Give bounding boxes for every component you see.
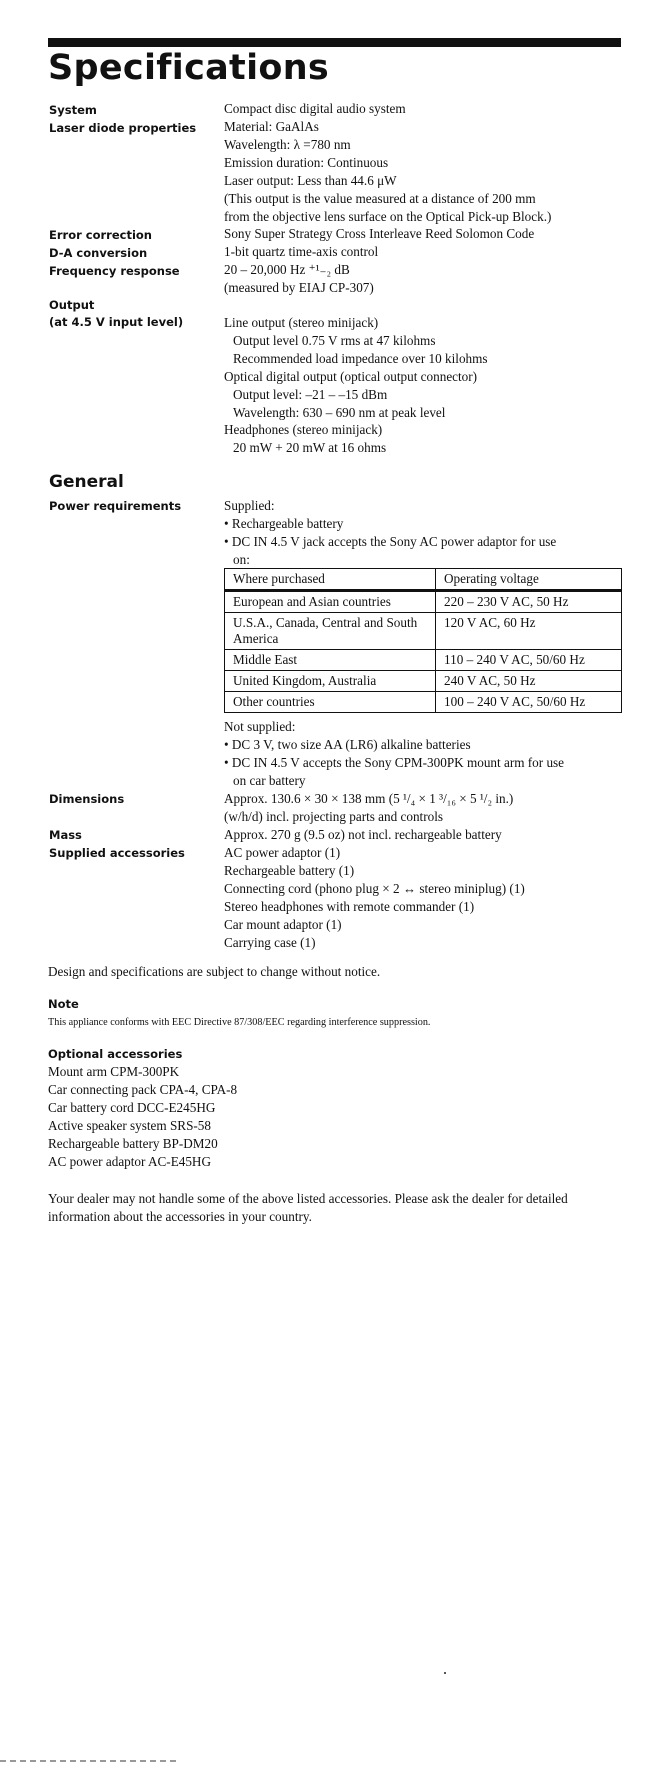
table-row: [225, 671, 622, 692]
output-line: Headphones (stereo minijack): [224, 422, 383, 438]
error-correction-value: Sony Super Strategy Cross Interleave Reed Solomon Code: [224, 226, 535, 241]
laser-properties: [224, 118, 551, 225]
mass-value: Approx. 270 g (9.5 oz) not incl. rechargeable battery: [224, 827, 502, 842]
accessories-label: Supplied accessories: [49, 846, 185, 860]
table-cell: United Kingdom, Australia: [225, 671, 436, 692]
power-supplied: [224, 497, 556, 569]
table-header: Where purchased: [225, 569, 436, 591]
not-supplied-item: on car battery: [233, 772, 306, 788]
laser-line: Material: GaAlAs: [224, 119, 319, 134]
page-title: Specifications: [48, 48, 330, 88]
optional-item: Active speaker system SRS-58: [48, 1117, 211, 1133]
voltage-table: [224, 568, 622, 713]
supplied-item: • Rechargeable battery: [224, 515, 344, 531]
supplied-item: on:: [233, 551, 250, 567]
power-label: Power requirements: [49, 499, 182, 513]
accessories-list: [224, 844, 525, 951]
laser-line: Wavelength: λ =780 nm: [224, 136, 351, 152]
design-notice: Design and specifications are subject to change without notice.: [48, 964, 381, 979]
system-label: System: [49, 103, 97, 117]
supplied-heading: Supplied:: [224, 498, 275, 513]
table-row: [225, 692, 622, 713]
dimensions-value: [224, 790, 513, 826]
frequency-label: Frequency response: [49, 264, 180, 278]
output-line: Wavelength: 630 – 690 nm at peak level: [233, 404, 446, 420]
table-cell: European and Asian countries: [225, 591, 436, 613]
optional-item: Mount arm CPM-300PK: [48, 1064, 180, 1079]
table-cell: 110 – 240 V AC, 50/60 Hz: [436, 650, 622, 671]
laser-line: Emission duration: Continuous: [224, 154, 389, 170]
optional-item: AC power adaptor AC-E45HG: [48, 1153, 211, 1169]
output-line: Recommended load impedance over 10 kilohms: [233, 350, 488, 366]
table-cell: Middle East: [225, 650, 436, 671]
note-text: This appliance conforms with EEC Directive 87/308/EEC regarding interference suppression.: [48, 1017, 431, 1028]
output-line: 20 mW + 20 mW at 16 ohms: [233, 440, 387, 456]
table-header-row: [225, 569, 622, 591]
accessory-item: Rechargeable battery (1): [224, 862, 355, 878]
general-heading: General: [49, 472, 124, 492]
output-line: Optical digital output (optical output connector): [224, 368, 478, 384]
laser-line: (This output is the value measured at a distance of 200 mm: [224, 190, 536, 206]
system-value: Compact disc digital audio system: [224, 101, 406, 116]
table-cell: Other countries: [225, 692, 436, 713]
output-line: Output level 0.75 V rms at 47 kilohms: [233, 332, 436, 348]
da-conversion-value: 1-bit quartz time-axis control: [224, 244, 379, 259]
optional-item: Rechargeable battery BP-DM20: [48, 1135, 218, 1151]
output-sublabel: (at 4.5 V input level): [49, 315, 184, 329]
optional-item: Car battery cord DCC-E245HG: [48, 1099, 216, 1115]
supplied-item: • DC IN 4.5 V jack accepts the Sony AC power adaptor for use: [224, 533, 557, 549]
table-header: Operating voltage: [436, 569, 622, 591]
output-line: Line output (stereo minijack): [224, 315, 379, 330]
scan-edge: [0, 1760, 180, 1762]
accessory-item: Car mount adaptor (1): [224, 916, 342, 932]
table-row: [225, 613, 622, 650]
dimensions-line: Approx. 130.6 × 30 × 138 mm (5 ¹/₄ × 1 ³/₁₆ × 5 ¹/₂ in.): [224, 791, 514, 806]
table-cell: U.S.A., Canada, Central and South America: [225, 613, 436, 650]
output-label: Output: [49, 298, 95, 312]
output-line: Output level: –21 – –15 dBm: [233, 386, 388, 402]
not-supplied-heading: Not supplied:: [224, 719, 296, 734]
optional-heading: Optional accessories: [48, 1047, 183, 1061]
accessory-item: AC power adaptor (1): [224, 845, 341, 860]
not-supplied-item: • DC IN 4.5 V accepts the Sony CPM-300PK mount arm for use: [224, 754, 565, 770]
table-cell: 100 – 240 V AC, 50/60 Hz: [436, 692, 622, 713]
laser-line: Laser output: Less than 44.6 μW: [224, 172, 397, 188]
table-row: [225, 650, 622, 671]
table-cell: 220 – 230 V AC, 50 Hz: [436, 591, 622, 613]
dimensions-label: Dimensions: [49, 792, 125, 806]
table-row: [225, 591, 622, 613]
power-not-supplied: [224, 718, 564, 790]
error-correction-label: Error correction: [49, 228, 152, 242]
scan-speck: [444, 1672, 446, 1674]
da-conversion-label: D-A conversion: [49, 246, 148, 260]
optional-item: Car connecting pack CPA-4, CPA-8: [48, 1081, 238, 1097]
output-values: [224, 314, 488, 457]
optional-list: [48, 1063, 237, 1170]
mass-label: Mass: [49, 828, 82, 842]
note-heading: Note: [48, 997, 79, 1011]
not-supplied-item: • DC 3 V, two size AA (LR6) alkaline batteries: [224, 736, 471, 752]
table-cell: 240 V AC, 50 Hz: [436, 671, 622, 692]
frequency-value: [224, 261, 374, 297]
accessory-item: Carrying case (1): [224, 934, 316, 950]
frequency-note: (measured by EIAJ CP-307): [224, 279, 374, 295]
accessory-item: Stereo headphones with remote commander (1): [224, 898, 475, 914]
dealer-notice: Your dealer may not handle some of the above listed accessories. Please ask the dealer for detailed information about the accessories in your country.: [48, 1191, 568, 1224]
accessory-item: Connecting cord (phono plug × 2 ↔ stereo miniplug) (1): [224, 880, 525, 896]
dimensions-note: (w/h/d) incl. projecting parts and controls: [224, 808, 444, 824]
laser-line: from the objective lens surface on the Optical Pick-up Block.): [224, 208, 552, 224]
frequency-range: 20 – 20,000 Hz ⁺¹₋₂ dB: [224, 262, 350, 277]
table-cell: 120 V AC, 60 Hz: [436, 613, 622, 650]
laser-label: Laser diode properties: [49, 121, 197, 135]
